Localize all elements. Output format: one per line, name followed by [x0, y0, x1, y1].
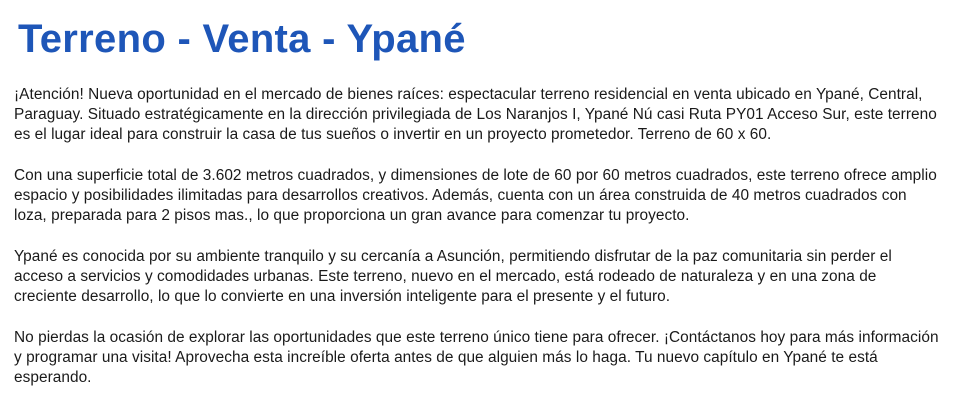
description-paragraph-location: Ypané es conocida por su ambiente tranquilo y su cercanía a Asunción, permitiendo disfrutar de la paz comunitaria sin perder el acceso a servicios y comodidades urbanas. Este terreno, nuevo en el mercado, está rodeado de naturaleza y en una zona de creciente desarrollo, lo que lo convierte en una inversión inteligente para el presente y el futuro. — [14, 248, 892, 305]
description-paragraph-intro: ¡Atención! Nueva oportunidad en el mercado de bienes raíces: espectacular terreno residencial en venta ubicado en Ypané, Central, Paraguay. Situado estratégicamente en la dirección privilegiada de Los Naranjos I, Ypané Nú casi Ruta PY01 Acceso Sur, este terreno es el lugar ideal para construir la casa de tus sueños o invertir en un proyecto prometedor. Terreno de 60 x 60. — [14, 86, 937, 143]
listing-description — [14, 85, 940, 388]
listing-title: Terreno - Venta - Ypané — [18, 17, 466, 61]
description-paragraph-call-to-action: No pierdas la ocasión de explorar las oportunidades que este terreno único tiene para ofrecer. ¡Contáctanos hoy para más información y programar una visita! Aprovecha esta increíble oferta antes de que alguien más lo haga. Tu nuevo capítulo en Ypané te está esperando. — [14, 329, 939, 386]
description-paragraph-dimensions: Con una superficie total de 3.602 metros cuadrados, y dimensiones de lote de 60 por 60 metros cuadrados, este terreno ofrece amplio espacio y posibilidades ilimitadas para desarrollos creativos. Además, cuenta con un área construida de 40 metros cuadrados con loza, preparada para 2 pisos mas., lo que proporciona un gran avance para comenzar tu proyecto. — [14, 167, 937, 224]
